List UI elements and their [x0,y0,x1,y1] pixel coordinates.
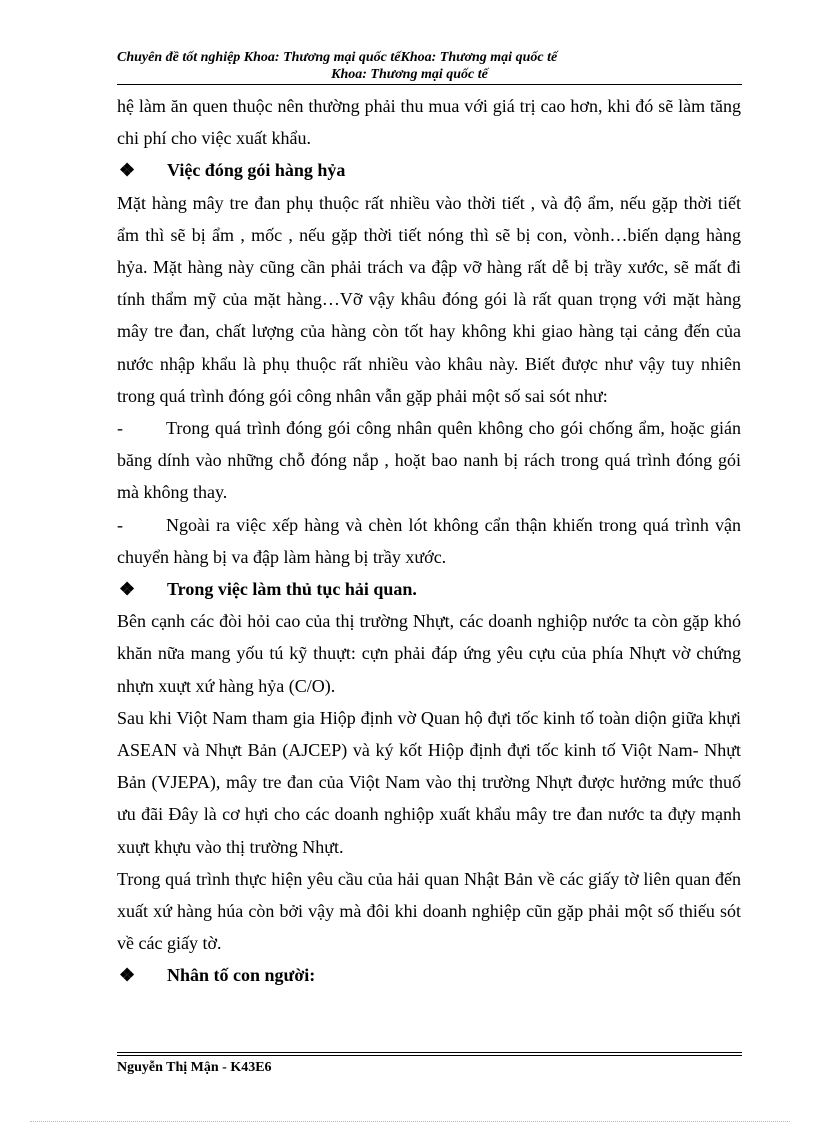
section-heading-packaging [117,154,741,186]
paragraph-2: Mặt hàng mây tre đan phụ thuộc rất nhiều vào thời tiết , và độ ẩm, nếu gặp thời tiết ẩm thì sẽ bị ẩm , mốc , nếu gặp thời tiết nóng thì sẽ bị con, vònh…biến dạng hàng hỷa. Mặt hàng này cũng cần phải trách va đập vỡ hàng rất dễ bị trầy xước, sẽ mất đi tính thẩm mỹ của mặt hàng…Vỡ vậy khâu đóng gói là rất quan trọng với mặt hàng mây tre đan, chất lượng của hàng còn tốt hay không khi giao hàng tại cảng đến của nước nhập khẩu là phụ thuộc rất nhiều vào khâu này. Biết được như vậy tuy nhiên trong quá trình đóng gói công nhân vẫn gặp phải một số sai sót như: [117,192,741,406]
dash-bullet-icon: - [117,418,123,439]
footer-rule-bottom [117,1055,742,1056]
diamond-bullet-icon: ❖ [119,160,136,181]
page-bottom-border [30,1121,790,1122]
diamond-bullet-icon: ❖ [119,579,136,600]
dash-bullet-icon: - [117,514,123,535]
dash-item-2 [117,509,741,573]
section-heading-human-factor [117,959,741,991]
diamond-bullet-icon: ❖ [119,965,136,986]
document-body [117,90,741,992]
header-line-1: Chuyên đề tốt nghiệp Khoa: Thương mại quốc tếKhoa: Thương mại quốc tế [117,50,558,65]
section-heading-customs [117,573,741,605]
header-line-2: Khoa: Thương mại quốc tế [331,67,488,82]
page-header [117,49,742,83]
header-rule [117,84,742,85]
dash-item-text: Ngoài ra việc xếp hàng và chèn lót không cẩn thận khiến trong quá trình vận chuyển hàng bị va đập làm hàng bị trầy xước. [117,514,741,567]
footer-author: Nguyễn Thị Mận - K43E6 [117,1060,272,1075]
paragraph-5: Trong quá trình thực hiện yêu cầu của hải quan Nhật Bản về các giấy tờ liên quan đến xuất xứ hàng húa còn bởi vậy mà đôi khi doanh nghiệp cũn gặp phải một số thiếu sót về các giấy tờ. [117,868,741,954]
paragraph-3: Bên cạnh các đòi hỏi cao của thị trường Nhựt, các doanh nghiộp nước ta còn gặp khó khăn nữa mang yốu tú kỹ thuựt: cựn phải đáp ứng yêu cựu của phía Nhựt vờ chứng nhựn xuựt xứ hàng hỷa (C/O). [117,611,741,696]
heading-text: Nhân tố con người: [167,965,316,986]
dash-item-1 [117,412,741,509]
heading-text: Trong việc làm thủ tục hải quan. [167,579,417,600]
footer-rule-top [117,1052,742,1053]
paragraph-1: hệ làm ăn quen thuộc nên thường phải thu mua với giá trị cao hơn, khi đó sẽ làm tăng chi phí cho việc xuất khẩu. [117,96,741,149]
paragraph-4: Sau khi Viột Nam tham gia Hiộp định vờ Quan hộ đựi tốc kinh tố toàn diộn giữa khựi ASEAN và Nhựt Bản (AJCEP) và ký kốt Hiộp định đựi tốc kinh tố Viột Nam- Nhựt Bản (VJEPA), mây tre đan của Viột Nam vào thị trường Nhựt được hưởng mức thuố ưu đãi Đây là cơ hựi cho các doanh nghiộp xuất khẩu mây tre đan nước ta đựy mạnh xuựt khựu vào thị trường Nhựt. [117,707,741,857]
dash-item-text: Trong quá trình đóng gói công nhân quên không cho gói chống ẩm, hoặc gián băng dính vào những chỗ đóng nắp , hoặt bao nanh bị rách trong quá trình đóng gói mà không thay. [117,418,741,503]
heading-text: Việc đóng gói hàng hỷa [167,160,346,181]
